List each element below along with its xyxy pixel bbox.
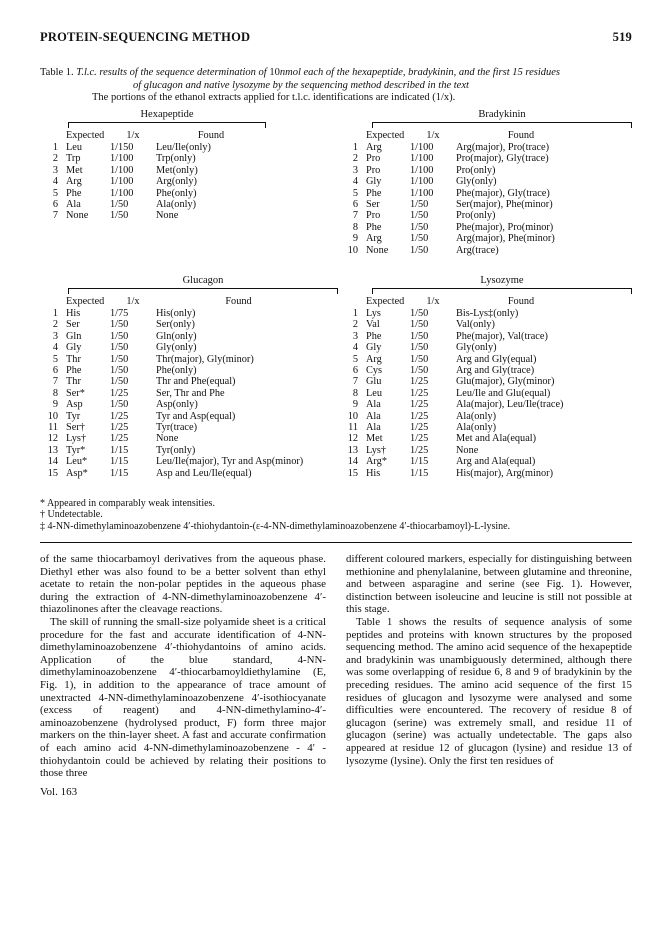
found-result: Phe(major), Pro(minor) bbox=[456, 221, 554, 233]
expected-residue: Pro bbox=[366, 153, 381, 165]
found-result: Met and Ala(equal) bbox=[456, 433, 537, 445]
table-row bbox=[340, 199, 586, 210]
table-bradykinin bbox=[340, 130, 586, 256]
table-row bbox=[40, 445, 321, 456]
lysozyme-title: Lysozyme bbox=[480, 274, 524, 286]
lysozyme-header-expected: Expected bbox=[366, 295, 405, 307]
expected-residue: Phe bbox=[66, 364, 82, 376]
found-result: None bbox=[156, 433, 179, 445]
found-result: Bis-Lys‡(only) bbox=[456, 307, 519, 319]
expected-residue: Arg bbox=[366, 353, 382, 365]
found-result: Ala(major), Leu/Ile(trace) bbox=[456, 399, 564, 411]
glucagon-header-found: Found bbox=[225, 295, 252, 307]
extract-ratio: 1/15 bbox=[410, 467, 429, 479]
residue-number: 4 bbox=[352, 342, 358, 354]
extract-ratio: 1/50 bbox=[410, 319, 429, 331]
residue-number: 3 bbox=[352, 330, 358, 342]
found-result: Met(only) bbox=[156, 164, 198, 176]
table-row bbox=[340, 456, 586, 467]
extract-ratio: 1/15 bbox=[110, 444, 129, 456]
found-result: Leu/Ile(only) bbox=[156, 141, 211, 153]
residue-number: 4 bbox=[352, 176, 358, 188]
expected-residue: Ala bbox=[366, 410, 381, 422]
extract-ratio: 1/25 bbox=[410, 410, 429, 422]
bradykinin-brace bbox=[372, 122, 632, 128]
table-row bbox=[40, 399, 321, 410]
expected-residue: Trp bbox=[66, 153, 81, 165]
extract-ratio: 1/50 bbox=[110, 330, 129, 342]
found-result: Asp and Leu/Ile(equal) bbox=[156, 467, 252, 479]
table-row bbox=[340, 468, 586, 479]
table-row bbox=[40, 468, 321, 479]
residue-number: 9 bbox=[352, 399, 358, 411]
residue-number: 11 bbox=[48, 421, 58, 433]
extract-ratio: 1/15 bbox=[410, 456, 429, 468]
expected-residue: Leu* bbox=[66, 456, 88, 468]
residue-number: 12 bbox=[47, 433, 58, 445]
residue-number: 5 bbox=[52, 353, 58, 365]
found-result: Gly(only) bbox=[456, 342, 497, 354]
found-result: Gly(only) bbox=[456, 176, 497, 188]
extract-ratio: 1/50 bbox=[410, 307, 429, 319]
residue-number: 2 bbox=[52, 153, 58, 165]
extract-ratio: 1/100 bbox=[110, 153, 134, 165]
found-result: Tyr(only) bbox=[156, 444, 196, 456]
footnotes bbox=[40, 498, 632, 533]
expected-residue: Met bbox=[66, 164, 83, 176]
table-row bbox=[340, 222, 586, 233]
found-result: Leu/Ile and Glu(equal) bbox=[456, 387, 551, 399]
right-paragraph-2: Table 1 shows the results of sequence analysis of some peptides and proteins with known structures by the proposed sequencing method. The amino acid sequence of the hexapeptide and bradykinin was unambiguously determined, although there was some overlapping of residue 6, 8 and 9 of bradykinin by the preceding residues. The amino acid sequence of the first 15 residues of glucagon and lysozyme were analysed and some difficulties were encountered. The recovery of residue 8 of glucagon (serine) was extremely small, and residue 11 of glucagon (serine) was actually undetectable. The gaps also appeared at residue 12 of glucagon (lysine) and residue 13 of lysozyme (lysine). Only the first ten residues of bbox=[346, 615, 632, 767]
running-header bbox=[40, 30, 632, 45]
residue-number: 3 bbox=[52, 164, 58, 176]
extract-ratio: 1/50 bbox=[410, 221, 429, 233]
found-result: Phe(major), Val(trace) bbox=[456, 330, 548, 342]
table-row bbox=[340, 365, 586, 376]
residue-number: 13 bbox=[347, 444, 358, 456]
footnote-3: ‡ 4-NN-dimethylaminoazobenzene 4′-thiohydantoin-(ε-4-NN-dimethylaminoazobenzene 4′-thiocarbamoyl)-L-lysine. bbox=[40, 520, 511, 532]
residue-number: 15 bbox=[47, 467, 58, 479]
page-number: 519 bbox=[612, 30, 632, 44]
found-result: None bbox=[156, 210, 179, 222]
body-column-left bbox=[40, 553, 326, 780]
group-glucagon bbox=[68, 275, 338, 294]
expected-residue: Tyr bbox=[66, 410, 81, 422]
found-result: Glu(major), Gly(minor) bbox=[456, 376, 555, 388]
extract-ratio: 1/150 bbox=[110, 141, 134, 153]
extract-ratio: 1/100 bbox=[410, 141, 434, 153]
expected-residue: Leu bbox=[366, 387, 383, 399]
glucagon-header-row bbox=[40, 296, 321, 308]
found-result: Phe(major), Gly(trace) bbox=[456, 187, 550, 199]
group-bradykinin bbox=[372, 109, 632, 128]
table-row bbox=[340, 308, 586, 319]
residue-number: 4 bbox=[52, 342, 58, 354]
found-result: None bbox=[456, 444, 479, 456]
extract-ratio: 1/50 bbox=[110, 198, 129, 210]
extract-ratio: 1/50 bbox=[110, 376, 129, 388]
residue-number: 10 bbox=[47, 410, 58, 422]
extract-ratio: 1/100 bbox=[110, 164, 134, 176]
extract-ratio: 1/50 bbox=[410, 353, 429, 365]
extract-ratio: 1/50 bbox=[110, 364, 129, 376]
residue-number: 1 bbox=[52, 307, 58, 319]
body-text bbox=[40, 553, 632, 780]
table-row bbox=[40, 456, 321, 467]
found-result: Gly(only) bbox=[156, 342, 197, 354]
residue-number: 13 bbox=[47, 444, 58, 456]
expected-residue: Ser bbox=[66, 319, 80, 331]
found-result: Ala(only) bbox=[156, 198, 197, 210]
extract-ratio: 1/25 bbox=[110, 410, 129, 422]
lysozyme-header-ratio: 1/x bbox=[426, 295, 440, 307]
glucagon-title: Glucagon bbox=[182, 274, 224, 286]
hexapeptide-title: Hexapeptide bbox=[140, 108, 194, 120]
table-row bbox=[340, 319, 586, 330]
hexapeptide-header-ratio: 1/x bbox=[126, 129, 140, 141]
extract-ratio: 1/50 bbox=[110, 399, 129, 411]
extract-ratio: 1/25 bbox=[410, 433, 429, 445]
running-title: PROTEIN-SEQUENCING METHOD bbox=[40, 30, 251, 44]
extract-ratio: 1/100 bbox=[410, 176, 434, 188]
extract-ratio: 1/25 bbox=[410, 387, 429, 399]
table-glucagon bbox=[40, 296, 321, 480]
residue-number: 6 bbox=[352, 364, 358, 376]
expected-residue: Phe bbox=[66, 187, 82, 199]
table-row bbox=[340, 445, 586, 456]
expected-residue: Arg bbox=[366, 233, 382, 245]
found-result: Pro(only) bbox=[456, 164, 496, 176]
extract-ratio: 1/50 bbox=[410, 330, 429, 342]
residue-number: 1 bbox=[352, 307, 358, 319]
hexapeptide-header-found: Found bbox=[197, 129, 225, 141]
table-row bbox=[340, 210, 586, 221]
table-row bbox=[40, 188, 266, 199]
table-row bbox=[340, 245, 586, 256]
residue-number: 5 bbox=[52, 187, 58, 199]
extract-ratio: 1/100 bbox=[110, 176, 134, 188]
table-row bbox=[40, 210, 266, 221]
expected-residue: Lys bbox=[366, 307, 381, 319]
lysozyme-header-number bbox=[340, 296, 366, 308]
extract-ratio: 1/25 bbox=[110, 421, 129, 433]
section-top bbox=[40, 109, 632, 275]
found-result: Trp(only) bbox=[156, 153, 196, 165]
residue-number: 8 bbox=[352, 387, 358, 399]
table-row bbox=[40, 433, 321, 444]
found-result: Pro(major), Gly(trace) bbox=[456, 153, 549, 165]
bradykinin-header-ratio: 1/x bbox=[426, 129, 440, 141]
found-result: Arg and Gly(equal) bbox=[456, 353, 537, 365]
extract-ratio: 1/50 bbox=[410, 210, 429, 222]
table-row bbox=[40, 165, 266, 176]
expected-residue: Ser† bbox=[66, 421, 85, 433]
expected-residue: Ser bbox=[366, 198, 380, 210]
glucagon-header-ratio: 1/x bbox=[126, 295, 140, 307]
lysozyme-header-row bbox=[340, 296, 586, 308]
hexapeptide-header-expected: Expected bbox=[66, 129, 105, 141]
table-row bbox=[340, 411, 586, 422]
expected-residue: Phe bbox=[366, 187, 382, 199]
table-row bbox=[40, 153, 266, 164]
expected-residue: Thr bbox=[66, 353, 81, 365]
extract-ratio: 1/15 bbox=[110, 467, 129, 479]
caption-line-3: The portions of the ethanol extracts applied for t.l.c. identifications are indicated (1/x). bbox=[92, 92, 456, 103]
extract-ratio: 1/50 bbox=[410, 342, 429, 354]
hexapeptide-brace bbox=[68, 122, 266, 128]
residue-number: 2 bbox=[52, 319, 58, 331]
table-row bbox=[40, 331, 321, 342]
table-row bbox=[40, 376, 321, 387]
found-result: Arg(major), Phe(minor) bbox=[456, 233, 555, 245]
found-result: Thr and Phe(equal) bbox=[156, 376, 236, 388]
residue-number: 3 bbox=[352, 164, 358, 176]
table-row bbox=[340, 422, 586, 433]
found-result: His(major), Arg(minor) bbox=[456, 467, 554, 479]
residue-number: 15 bbox=[347, 467, 358, 479]
table-row bbox=[340, 188, 586, 199]
section-divider bbox=[40, 542, 632, 543]
table-row bbox=[340, 176, 586, 187]
bradykinin-header-row bbox=[340, 130, 586, 142]
found-result: Tyr(trace) bbox=[156, 421, 198, 433]
volume-label: Vol. 163 bbox=[40, 785, 78, 798]
table-hexapeptide bbox=[40, 130, 266, 222]
residue-number: 3 bbox=[52, 330, 58, 342]
expected-residue: Phe bbox=[366, 330, 382, 342]
extract-ratio: 1/50 bbox=[410, 244, 429, 256]
expected-residue: Gly bbox=[366, 176, 382, 188]
residue-number: 6 bbox=[352, 198, 358, 210]
expected-residue: Gly bbox=[366, 342, 382, 354]
expected-residue: Asp* bbox=[66, 467, 88, 479]
residue-number: 11 bbox=[348, 421, 358, 433]
expected-residue: Lys† bbox=[66, 433, 87, 445]
lysozyme-header-found: Found bbox=[507, 295, 535, 307]
extract-ratio: 1/25 bbox=[410, 444, 429, 456]
expected-residue: Lys† bbox=[366, 444, 387, 456]
extract-ratio: 1/50 bbox=[110, 210, 129, 222]
expected-residue: His bbox=[366, 467, 381, 479]
hexapeptide-header-row bbox=[40, 130, 266, 142]
expected-residue: Ala bbox=[366, 421, 381, 433]
section-bottom bbox=[40, 275, 632, 496]
residue-number: 1 bbox=[52, 141, 58, 153]
found-result: Arg and Gly(trace) bbox=[456, 364, 535, 376]
extract-ratio: 1/25 bbox=[110, 387, 129, 399]
residue-number: 8 bbox=[352, 221, 358, 233]
caption-text-1: T.l.c. results of the sequence determination of bbox=[76, 67, 270, 78]
table-row bbox=[340, 399, 586, 410]
expected-residue: Phe bbox=[366, 221, 382, 233]
table-row bbox=[340, 165, 586, 176]
table-row bbox=[340, 233, 586, 244]
extract-ratio: 1/50 bbox=[410, 198, 429, 210]
expected-residue: Arg bbox=[66, 176, 82, 188]
expected-residue: Tyr* bbox=[66, 444, 86, 456]
expected-residue: Val bbox=[366, 319, 380, 331]
extract-ratio: 1/50 bbox=[110, 342, 129, 354]
hexapeptide-header-number bbox=[40, 130, 66, 142]
found-result: Ala(only) bbox=[456, 410, 497, 422]
found-result: Tyr and Asp(equal) bbox=[156, 410, 236, 422]
extract-ratio: 1/50 bbox=[110, 353, 129, 365]
table-row bbox=[40, 342, 321, 353]
extract-ratio: 1/50 bbox=[410, 233, 429, 245]
residue-number: 7 bbox=[52, 210, 58, 222]
extract-ratio: 1/25 bbox=[410, 376, 429, 388]
group-lysozyme bbox=[372, 275, 632, 294]
left-paragraph-2: The skill of running the small-size polyamide sheet is a critical procedure for the fast and accurate identification of 4-NN-dimethylaminoazobenzene 4′-thiohydantoins of amino acids. Application of the blue standard, 4-NN-dimethylaminoazobenzene 4′-thiocarbamoyldiethylamine (E, Fig. 1), in addition to the appearance of trace amount of unextracted 4-NN-dimethylaminoazobenzene 4′-isothiocyanate (excess of reagent) and 4-NN-dimethylamino-4′-aminoazobenzene (hydrolysed product, F) form three major markers on the thin-layer sheet. A fast and accurate confirmation of each amino acid 4-NN-dimethylaminoazobenzene - 4′ - thiohydantoin could be achieved by relating their positions to those three bbox=[40, 615, 326, 780]
footnote-2: † Undetectable. bbox=[40, 509, 103, 520]
group-hexapeptide bbox=[68, 109, 266, 128]
right-paragraph-1: different coloured markers, especially for distinguishing between methionine and phenylalanine, between glutamine and threonine, and between asparagine and serine (see Fig. 1). However, distinction between isoleucine and leucine is still not possible at this stage. bbox=[346, 553, 632, 616]
table-caption bbox=[40, 67, 632, 105]
table-row bbox=[40, 422, 321, 433]
found-result: Pro(only) bbox=[456, 210, 496, 222]
bradykinin-header-expected: Expected bbox=[366, 129, 405, 141]
extract-ratio: 1/100 bbox=[410, 153, 434, 165]
expected-residue: Pro bbox=[366, 164, 381, 176]
extract-ratio: 1/15 bbox=[110, 456, 129, 468]
found-result: Leu/Ile(major), Tyr and Asp(minor) bbox=[156, 456, 304, 468]
expected-residue: Arg bbox=[366, 141, 382, 153]
extract-ratio: 1/25 bbox=[110, 433, 129, 445]
found-result: Ser, Thr and Phe bbox=[156, 387, 225, 399]
found-result: Ser(only) bbox=[156, 319, 195, 331]
glucagon-header-number bbox=[40, 296, 66, 308]
bradykinin-header-number bbox=[340, 130, 366, 142]
expected-residue: Ala bbox=[366, 399, 381, 411]
page bbox=[40, 30, 632, 798]
residue-number: 8 bbox=[52, 387, 58, 399]
caption-amount: 10 bbox=[269, 67, 280, 78]
table-row bbox=[40, 411, 321, 422]
caption-unit: nmol bbox=[279, 67, 301, 78]
residue-number: 9 bbox=[52, 399, 58, 411]
table-row bbox=[340, 433, 586, 444]
residue-number: 7 bbox=[352, 376, 358, 388]
extract-ratio: 1/25 bbox=[410, 399, 429, 411]
caption-label: Table 1. bbox=[40, 67, 74, 78]
table-row bbox=[340, 142, 586, 153]
extract-ratio: 1/75 bbox=[110, 307, 129, 319]
residue-number: 2 bbox=[352, 153, 358, 165]
residue-number: 2 bbox=[352, 319, 358, 331]
left-paragraph-1: of the same thiocarbamoyl derivatives from the aqueous phase. Diethyl ether was also found to be a better solvent than ethyl acetate to retain the non-polar peptides in the aqueous phase during the extraction of 4-NN-dimethylaminoazobenzene 4′-thiazolinones after the cleavage reactions. bbox=[40, 553, 326, 616]
expected-residue: Ser* bbox=[66, 387, 85, 399]
found-result: Ser(major), Phe(minor) bbox=[456, 198, 553, 210]
table-row bbox=[340, 376, 586, 387]
residue-number: 9 bbox=[352, 233, 358, 245]
table-row bbox=[340, 342, 586, 353]
table-row bbox=[40, 388, 321, 399]
expected-residue: Thr bbox=[66, 376, 81, 388]
found-result: Arg and Ala(equal) bbox=[456, 456, 536, 468]
table-row bbox=[340, 354, 586, 365]
found-result: Phe(only) bbox=[156, 364, 197, 376]
table-row bbox=[40, 142, 266, 153]
table-row bbox=[40, 319, 321, 330]
expected-residue: Met bbox=[366, 433, 383, 445]
table-row bbox=[40, 199, 266, 210]
residue-number: 5 bbox=[352, 187, 358, 199]
extract-ratio: 1/100 bbox=[410, 187, 434, 199]
residue-number: 6 bbox=[52, 364, 58, 376]
extract-ratio: 1/100 bbox=[110, 187, 134, 199]
residue-number: 7 bbox=[52, 376, 58, 388]
residue-number: 1 bbox=[352, 141, 358, 153]
expected-residue: Asp bbox=[66, 399, 83, 411]
table-row bbox=[340, 153, 586, 164]
expected-residue: His bbox=[66, 307, 81, 319]
caption-text-2: each of the hexapeptide, bradykinin, and the first 15 residues bbox=[300, 67, 561, 78]
residue-number: 12 bbox=[347, 433, 358, 445]
expected-residue: Glu bbox=[366, 376, 382, 388]
found-result: Phe(only) bbox=[156, 187, 197, 199]
residue-number: 10 bbox=[347, 244, 358, 256]
table-row bbox=[340, 331, 586, 342]
table-row bbox=[40, 308, 321, 319]
found-result: Ala(only) bbox=[456, 421, 497, 433]
caption-line-2: of glucagon and native lysozyme by the sequencing method described in the text bbox=[133, 79, 469, 91]
found-result: Val(only) bbox=[456, 319, 495, 331]
expected-residue: Cys bbox=[366, 364, 383, 376]
residue-number: 14 bbox=[347, 456, 358, 468]
found-result: His(only) bbox=[156, 307, 196, 319]
expected-residue: Pro bbox=[366, 210, 381, 222]
extract-ratio: 1/25 bbox=[410, 421, 429, 433]
glucagon-brace bbox=[68, 288, 338, 294]
found-result: Arg(major), Pro(trace) bbox=[456, 141, 550, 153]
residue-number: 10 bbox=[347, 410, 358, 422]
glucagon-header-expected: Expected bbox=[66, 295, 105, 307]
expected-residue: Leu bbox=[66, 141, 83, 153]
table-lysozyme bbox=[340, 296, 586, 480]
bradykinin-title: Bradykinin bbox=[478, 108, 526, 120]
residue-number: 14 bbox=[47, 456, 58, 468]
extract-ratio: 1/50 bbox=[410, 364, 429, 376]
table-row bbox=[340, 388, 586, 399]
found-result: Gln(only) bbox=[156, 330, 197, 342]
expected-residue: Gly bbox=[66, 342, 82, 354]
found-result: Thr(major), Gly(minor) bbox=[156, 353, 254, 365]
table-row bbox=[40, 365, 321, 376]
residue-number: 7 bbox=[352, 210, 358, 222]
residue-number: 5 bbox=[352, 353, 358, 365]
extract-ratio: 1/100 bbox=[410, 164, 434, 176]
residue-number: 6 bbox=[52, 198, 58, 210]
footnote-1: * Appeared in comparably weak intensities. bbox=[40, 497, 215, 509]
expected-residue: Gln bbox=[66, 330, 82, 342]
expected-residue: Arg* bbox=[366, 456, 387, 468]
extract-ratio: 1/50 bbox=[110, 319, 129, 331]
table-row bbox=[40, 354, 321, 365]
expected-residue: None bbox=[366, 244, 389, 256]
found-result: Arg(only) bbox=[156, 176, 197, 188]
lysozyme-brace bbox=[372, 288, 632, 294]
table-row bbox=[40, 176, 266, 187]
found-result: Asp(only) bbox=[156, 399, 198, 411]
found-result: Arg(trace) bbox=[456, 244, 499, 256]
body-column-right bbox=[346, 553, 632, 780]
expected-residue: None bbox=[66, 210, 89, 222]
bradykinin-header-found: Found bbox=[507, 129, 535, 141]
expected-residue: Ala bbox=[66, 198, 81, 210]
residue-number: 4 bbox=[52, 176, 58, 188]
